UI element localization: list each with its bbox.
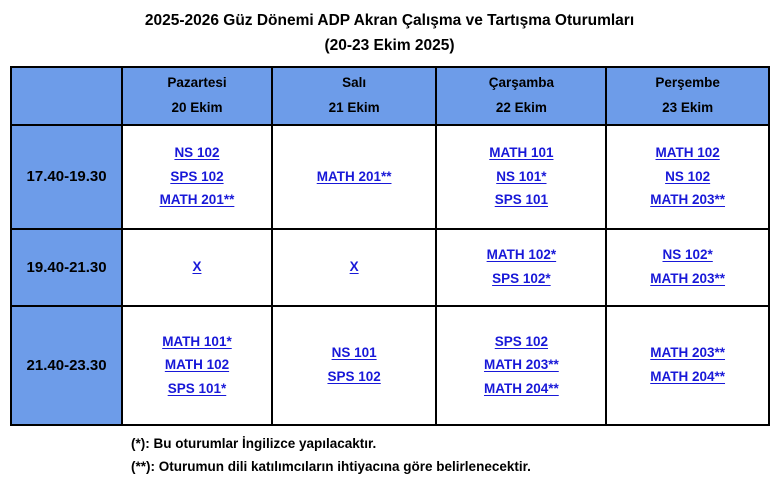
day-header-tuesday bbox=[272, 67, 437, 125]
time-slot: 21.40-23.30 bbox=[11, 306, 122, 425]
header-row bbox=[11, 67, 769, 125]
course-code: MATH 101 bbox=[489, 145, 554, 161]
day-date: 20 Ekim bbox=[171, 99, 223, 115]
table-row bbox=[11, 229, 769, 306]
course-code: NS 101 bbox=[331, 345, 377, 361]
course-code: MATH 203** bbox=[650, 345, 726, 361]
corner-cell bbox=[11, 67, 122, 125]
course-code: MATH 204** bbox=[483, 380, 559, 396]
course-code: MATH 203** bbox=[483, 357, 559, 373]
schedule-cell bbox=[122, 229, 272, 306]
course-code: SPS 101 bbox=[494, 192, 549, 208]
schedule-table bbox=[10, 66, 770, 426]
course-code: MATH 203** bbox=[650, 192, 726, 208]
schedule-cell bbox=[436, 306, 606, 425]
course-code: SPS 102* bbox=[492, 271, 551, 287]
day-name: Perşembe bbox=[655, 75, 720, 91]
schedule-cell bbox=[606, 229, 769, 306]
schedule-cell bbox=[122, 125, 272, 229]
time-slot: 19.40-21.30 bbox=[11, 229, 122, 306]
footnote-double-asterisk: (**): Oturumun dili katılımcıların ihtiyacına göre belirlenecektir. bbox=[131, 458, 531, 474]
course-code: MATH 102* bbox=[486, 247, 557, 263]
no-session-marker: X bbox=[192, 259, 202, 275]
course-code: MATH 102 bbox=[164, 357, 230, 373]
time-slot: 17.40-19.30 bbox=[11, 125, 122, 229]
day-name: Çarşamba bbox=[488, 75, 555, 91]
schedule-cell bbox=[606, 306, 769, 425]
day-header-thursday bbox=[606, 67, 769, 125]
course-code: MATH 201** bbox=[159, 192, 235, 208]
day-date: 21 Ekim bbox=[328, 99, 380, 115]
course-code: MATH 204** bbox=[650, 369, 726, 385]
day-date: 22 Ekim bbox=[495, 99, 547, 115]
footnote-single-asterisk: (*): Bu oturumlar İngilizce yapılacaktır. bbox=[131, 435, 377, 451]
day-name: Salı bbox=[342, 75, 367, 91]
page-title bbox=[0, 0, 779, 59]
course-code: SPS 101* bbox=[167, 380, 227, 396]
schedule-cell bbox=[606, 125, 769, 229]
course-code: MATH 102 bbox=[655, 145, 720, 161]
course-code: NS 101* bbox=[496, 168, 547, 184]
schedule-cell bbox=[272, 306, 437, 425]
course-code: NS 102 bbox=[665, 168, 711, 184]
schedule-cell bbox=[122, 306, 272, 425]
schedule-cell bbox=[272, 125, 437, 229]
title-line-2: (20-23 Ekim 2025) bbox=[324, 36, 455, 54]
table-row bbox=[11, 306, 769, 425]
title-line-1: 2025-2026 Güz Dönemi ADP Akran Çalışma ve Tartışma Oturumları bbox=[144, 12, 635, 29]
day-header-wednesday bbox=[436, 67, 606, 125]
course-code: NS 102 bbox=[174, 145, 220, 161]
footnotes bbox=[131, 433, 779, 479]
schedule-cell bbox=[272, 229, 437, 306]
course-code: SPS 102 bbox=[494, 333, 549, 349]
schedule-cell bbox=[436, 229, 606, 306]
course-code: MATH 201** bbox=[316, 168, 392, 184]
table-row bbox=[11, 125, 769, 229]
no-session-marker: X bbox=[349, 259, 359, 275]
day-date: 23 Ekim bbox=[662, 99, 714, 115]
day-name: Pazartesi bbox=[167, 75, 227, 91]
day-header-monday bbox=[122, 67, 272, 125]
course-code: SPS 102 bbox=[170, 168, 224, 184]
schedule-cell bbox=[436, 125, 606, 229]
course-code: NS 102* bbox=[662, 247, 713, 263]
course-code: MATH 203** bbox=[650, 271, 726, 287]
course-code: MATH 101* bbox=[162, 333, 232, 349]
course-code: SPS 102 bbox=[327, 369, 381, 385]
